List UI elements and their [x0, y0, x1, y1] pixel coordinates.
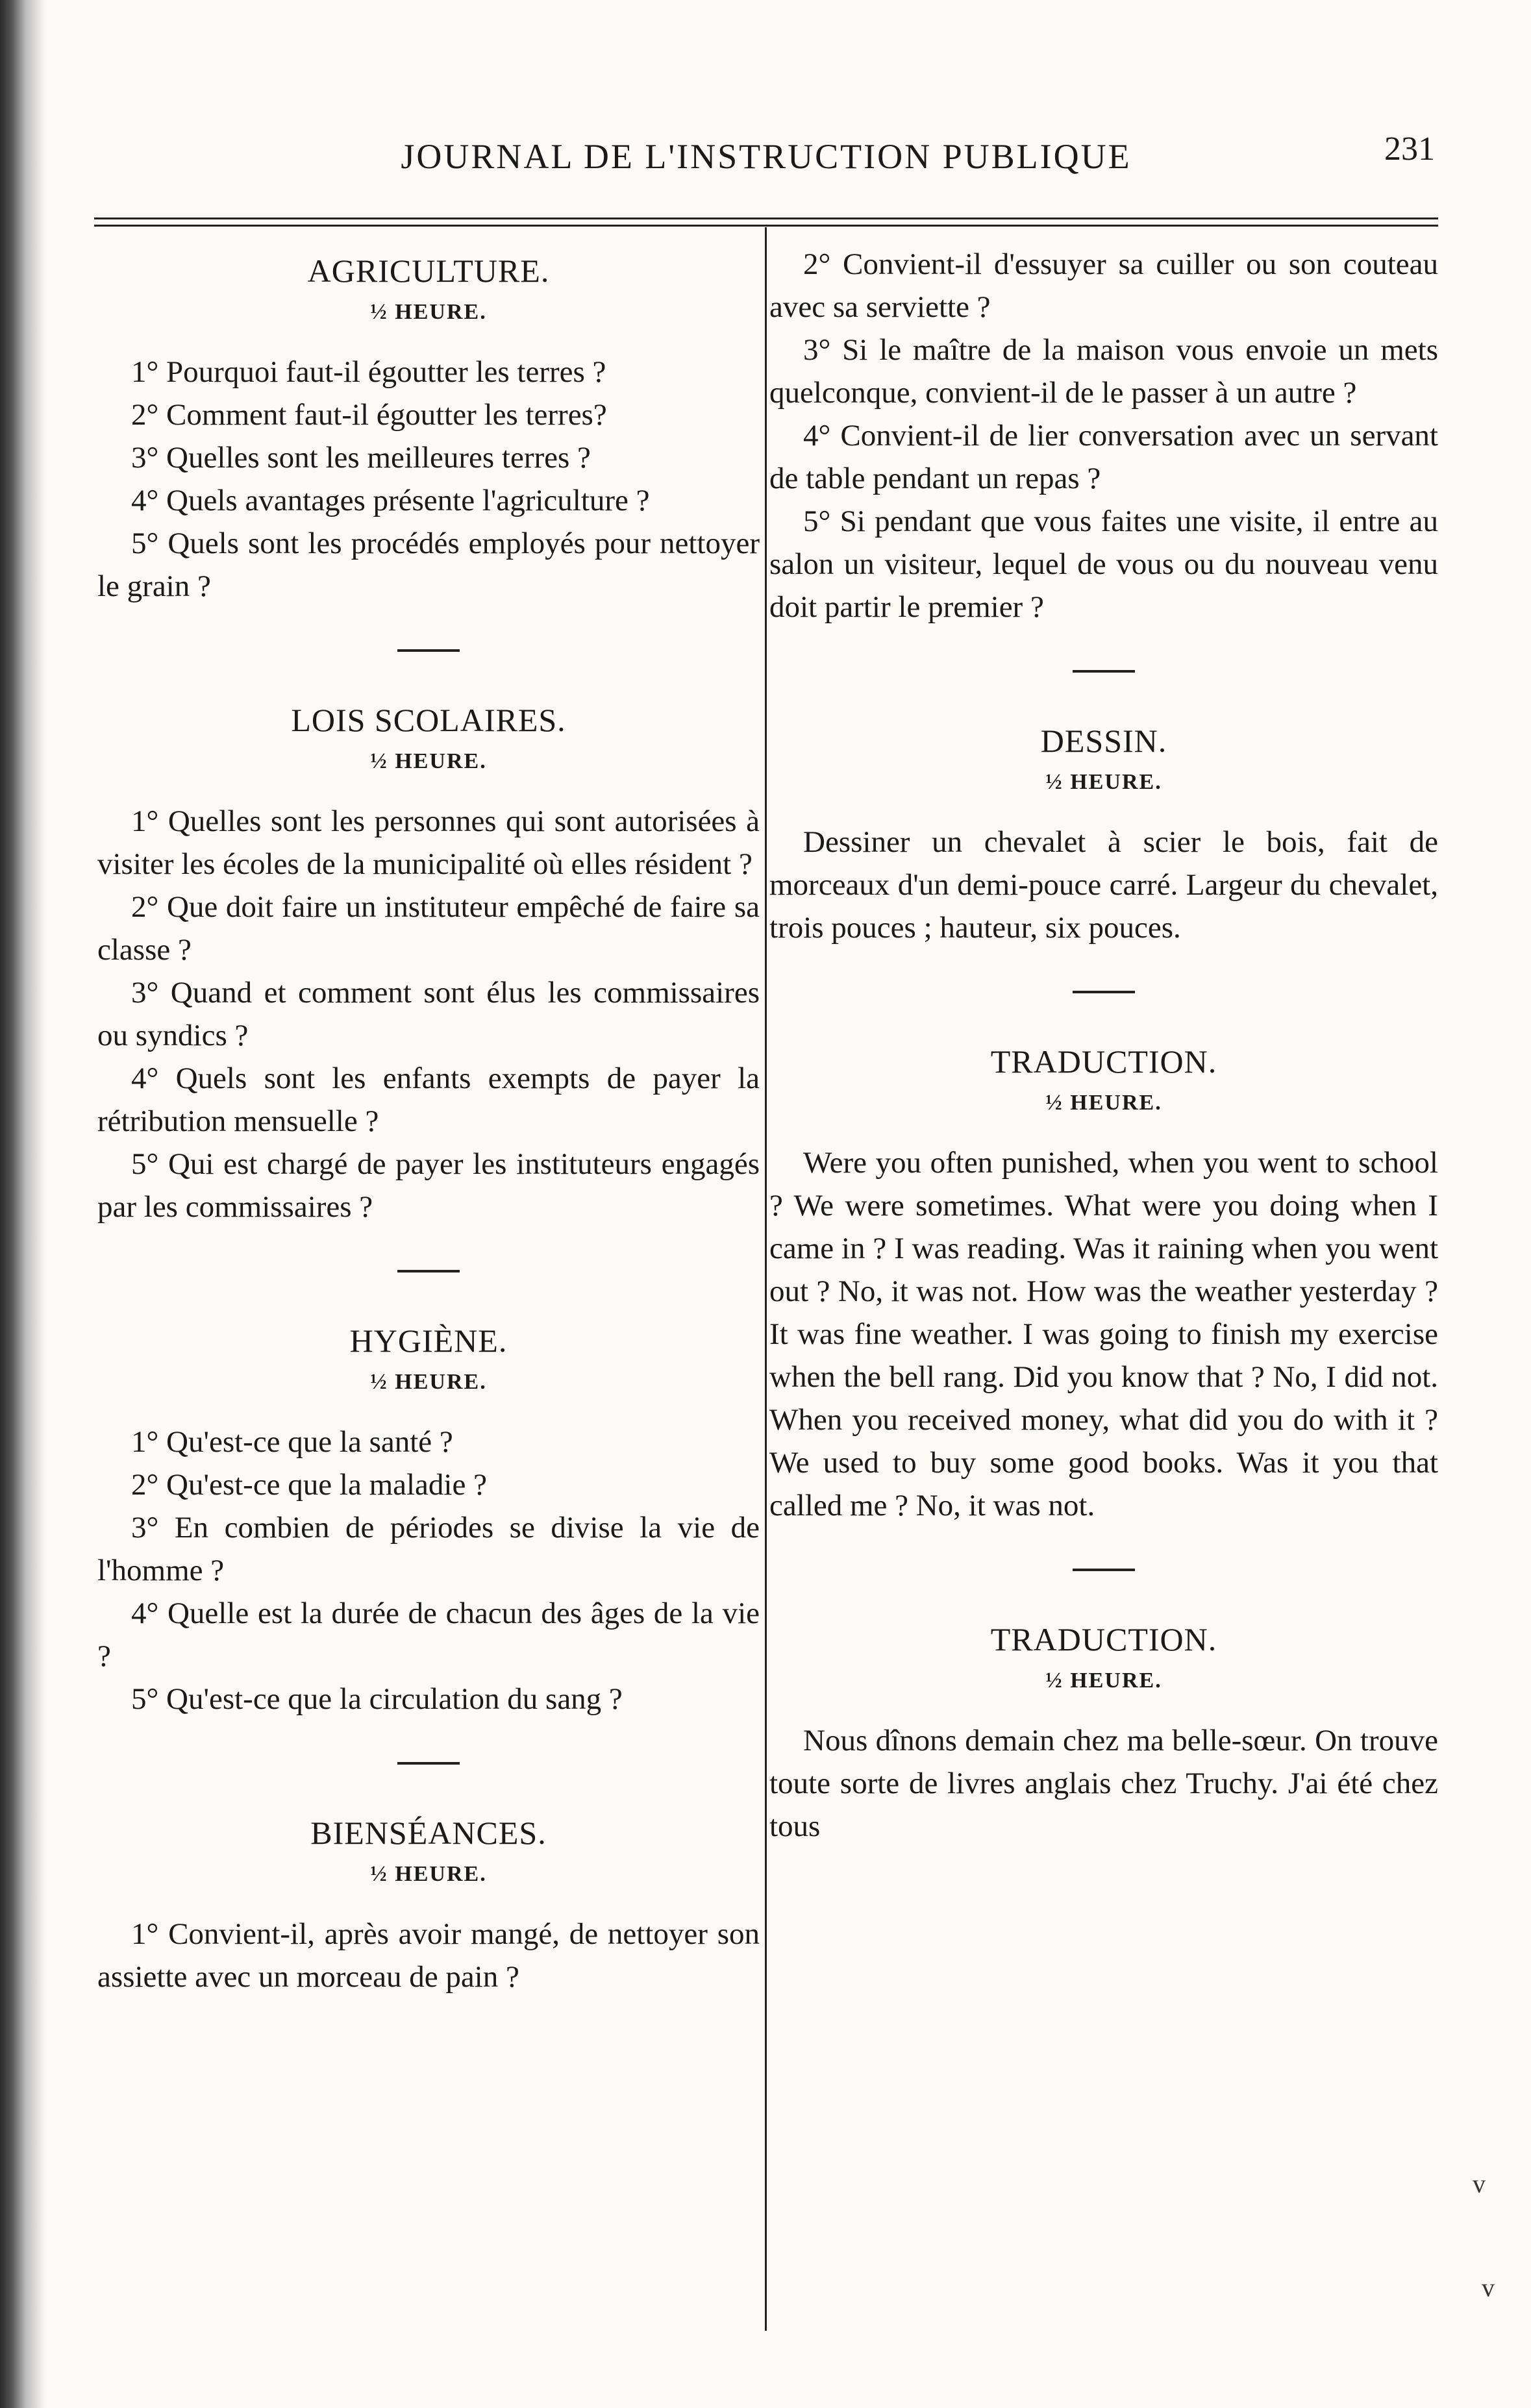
section-duration: ½ HEURE.: [370, 300, 487, 324]
section-title: LOIS SCOLAIRES.: [291, 702, 566, 738]
section-bienseances: [97, 1814, 760, 1998]
page-number: 231: [1384, 130, 1435, 168]
journal-title: JOURNAL DE L'INSTRUCTION PUBLIQUE: [401, 137, 1132, 176]
header-double-rule: [94, 217, 1438, 227]
question: 1° Pourquoi faut-il égoutter les terres ?: [131, 355, 606, 389]
question: 1° Qu'est-ce que la santé ?: [131, 1425, 453, 1459]
section-duration: ½ HEURE.: [1045, 1091, 1162, 1115]
section-hygiene: [97, 1322, 760, 1720]
question: 4° Quels sont les enfants exempts de payer la rétribution mensuelle ?: [97, 1061, 760, 1138]
section-traduction-1: [769, 1043, 1438, 1527]
section-duration: ½ HEURE.: [1045, 1669, 1162, 1693]
question: 4° Quels avantages présente l'agriculture ?: [131, 484, 650, 517]
margin-checkmark: v: [1473, 2169, 1486, 2198]
question: 3° Quelles sont les meilleures terres ?: [131, 441, 591, 475]
section-title: AGRICULTURE.: [307, 253, 550, 289]
section-title: DESSIN.: [1040, 723, 1167, 759]
section-separator: [397, 1270, 460, 1272]
section-separator: [1073, 670, 1135, 673]
left-column: [97, 234, 760, 1998]
section-duration: ½ HEURE.: [370, 1862, 487, 1886]
exercise-text: Were you often punished, when you went to school ? We were sometimes. What were you doing when I came in ? I was reading. Was it raining when you went out ? No, it was not. How was the weather yesterday ? It was fine weather. I was going to finish my exercise when the bell rang. Did you know that ? No, I did not. When you received money, what did you do with it ? We used to buy some good books. Was it you that called me ? No, it was not.: [769, 1146, 1438, 1522]
page-scan-edge: [0, 0, 45, 2408]
question: 3° Quand et comment sont élus les commissaires ou syndics ?: [97, 976, 760, 1052]
exercise-text: Nous dînons demain chez ma belle-sœur. On trouve toute sorte de livres anglais chez Truchy. J'ai été chez tous: [769, 1724, 1438, 1843]
section-duration: ½ HEURE.: [370, 1370, 487, 1394]
question: 3° Si le maître de la maison vous envoie un mets quelconque, convient-il de le passer à un autre ?: [769, 333, 1438, 410]
section-dessin: [769, 722, 1438, 949]
column-divider: [765, 227, 767, 2331]
section-traduction-2: [769, 1620, 1438, 1848]
question: 4° Quelle est la durée de chacun des âges de la vie ?: [97, 1596, 760, 1673]
margin-checkmark: v: [1482, 2273, 1495, 2302]
question: 5° Qu'est-ce que la circulation du sang ?: [131, 1682, 623, 1716]
question: 5° Quels sont les procédés employés pour nettoyer le grain ?: [97, 527, 760, 603]
question: 2° Comment faut-il égoutter les terres?: [131, 398, 607, 432]
section-agriculture: [97, 252, 760, 608]
question: 1° Convient-il, après avoir mangé, de nettoyer son assiette avec un morceau de pain ?: [97, 1917, 760, 1994]
section-duration: ½ HEURE.: [370, 749, 487, 773]
section-separator: [397, 1762, 460, 1765]
question: 5° Si pendant que vous faites une visite, il entre au salon un visiteur, lequel de vous ou du nouveau venu doit partir le premier ?: [769, 504, 1438, 624]
section-title: TRADUCTION.: [990, 1043, 1217, 1080]
section-separator: [397, 649, 460, 652]
section-title: HYGIÈNE.: [349, 1322, 508, 1359]
question: 3° En combien de périodes se divise la vie de l'homme ?: [97, 1511, 760, 1587]
question: 2° Que doit faire un instituteur empêché de faire sa classe ?: [97, 890, 760, 967]
question: 4° Convient-il de lier conversation avec un servant de table pendant un repas ?: [769, 419, 1438, 495]
section-title: BIENSÉANCES.: [310, 1815, 547, 1851]
section-bienseances-continued: [769, 243, 1438, 628]
section-title: TRADUCTION.: [990, 1621, 1217, 1657]
question: 2° Convient-il d'essuyer sa cuiller ou son couteau avec sa serviette ?: [769, 247, 1438, 324]
question: 5° Qui est chargé de payer les instituteurs engagés par les commissaires ?: [97, 1147, 760, 1224]
section-separator: [1073, 991, 1135, 993]
exercise-text: Dessiner un chevalet à scier le bois, fait de morceaux d'un demi-pouce carré. Largeur du chevalet, trois pouces ; hauteur, six pouces.: [769, 825, 1438, 945]
section-separator: [1073, 1569, 1135, 1571]
question: 1° Quelles sont les personnes qui sont autorisées à visiter les écoles de la municipalité où elles résident ?: [97, 804, 760, 881]
question: 2° Qu'est-ce que la maladie ?: [131, 1468, 487, 1502]
section-lois-scolaires: [97, 701, 760, 1228]
page-header: [97, 123, 1435, 182]
right-column: [769, 234, 1438, 1848]
section-duration: ½ HEURE.: [1045, 770, 1162, 794]
